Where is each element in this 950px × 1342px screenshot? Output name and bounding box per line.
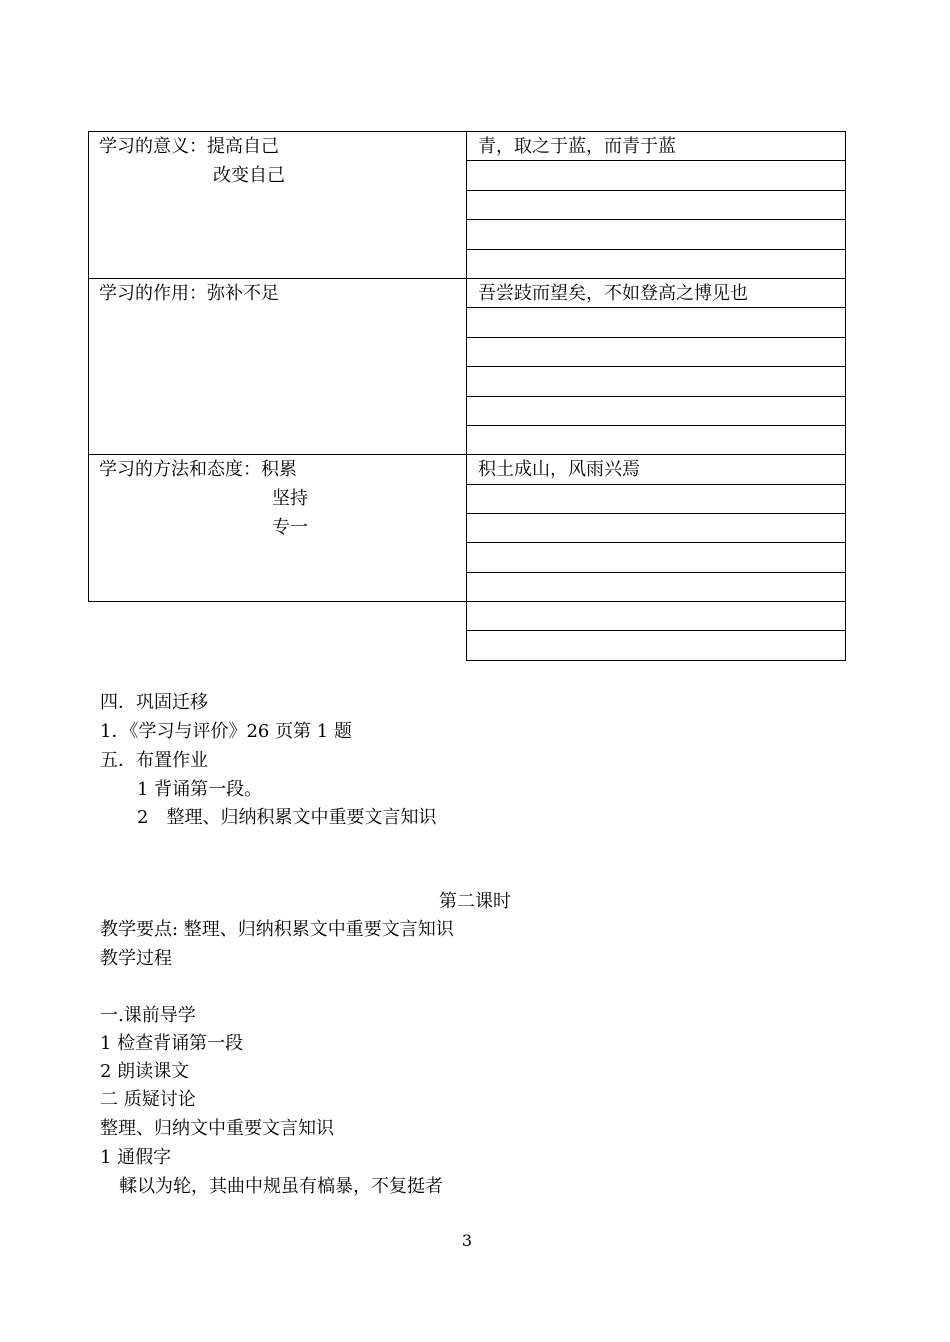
right-rule <box>466 425 846 426</box>
row3-quote: 积土成山，风雨兴焉 <box>478 459 640 480</box>
part2-heading: 二 质疑讨论 <box>100 1089 196 1110</box>
part2-intro: 整理、归纳文中重要文言知识 <box>100 1118 334 1139</box>
row3-left-label: 学习的方法和态度：积累 <box>99 459 297 480</box>
row2-quote: 吾尝跂而望矣，不如登高之博见也 <box>478 283 748 304</box>
row1-left-line2: 改变自己 <box>213 165 285 186</box>
right-rule <box>466 572 846 573</box>
right-rule <box>466 337 846 338</box>
part1-item2: 2 朗读课文 <box>100 1061 190 1082</box>
part2-example: 輮以为轮，其曲中规虽有槁暴，不复挺者 <box>119 1176 443 1197</box>
row2-left-label: 学习的作用：弥补不足 <box>99 283 279 304</box>
lesson2-key-points: 教学要点: 整理、归纳积累文中重要文言知识 <box>100 919 454 940</box>
row3-left-line3: 专一 <box>272 517 308 538</box>
section5-heading: 五．布置作业 <box>100 750 208 771</box>
section5-item1: 1 背诵第一段。 <box>137 779 263 800</box>
row1-quote: 青，取之于蓝，而青于蓝 <box>478 136 676 157</box>
right-bottom-border <box>466 660 846 661</box>
right-rule <box>466 396 846 397</box>
part2-item1: 1 通假字 <box>100 1147 172 1168</box>
table-border-left <box>88 131 89 601</box>
left-bottom-border <box>88 601 467 602</box>
right-rule <box>466 513 846 514</box>
page-number: 3 <box>461 1231 473 1250</box>
section4-item1: 1．《学习与评价》26 页第 1 题 <box>100 721 352 742</box>
right-rule <box>466 190 846 191</box>
section5-item2: 2 整理、归纳积累文中重要文言知识 <box>137 807 437 828</box>
row3-left-line2: 坚持 <box>272 488 308 509</box>
right-rule <box>466 601 846 602</box>
row1-left-label: 学习的意义：提高自己 <box>99 136 279 157</box>
right-rule <box>466 484 846 485</box>
lesson2-title: 第二课时 <box>439 891 511 912</box>
right-rule <box>466 366 846 367</box>
right-rule <box>466 630 846 631</box>
right-rule <box>466 542 846 543</box>
right-rule <box>466 219 846 220</box>
right-rule <box>466 249 846 250</box>
lesson2-process: 教学过程 <box>100 948 172 969</box>
part1-heading: 一.课前导学 <box>100 1005 196 1026</box>
section4-heading: 四．巩固迁移 <box>100 692 208 713</box>
study-table <box>88 131 846 661</box>
part1-item1: 1 检查背诵第一段 <box>100 1033 244 1054</box>
